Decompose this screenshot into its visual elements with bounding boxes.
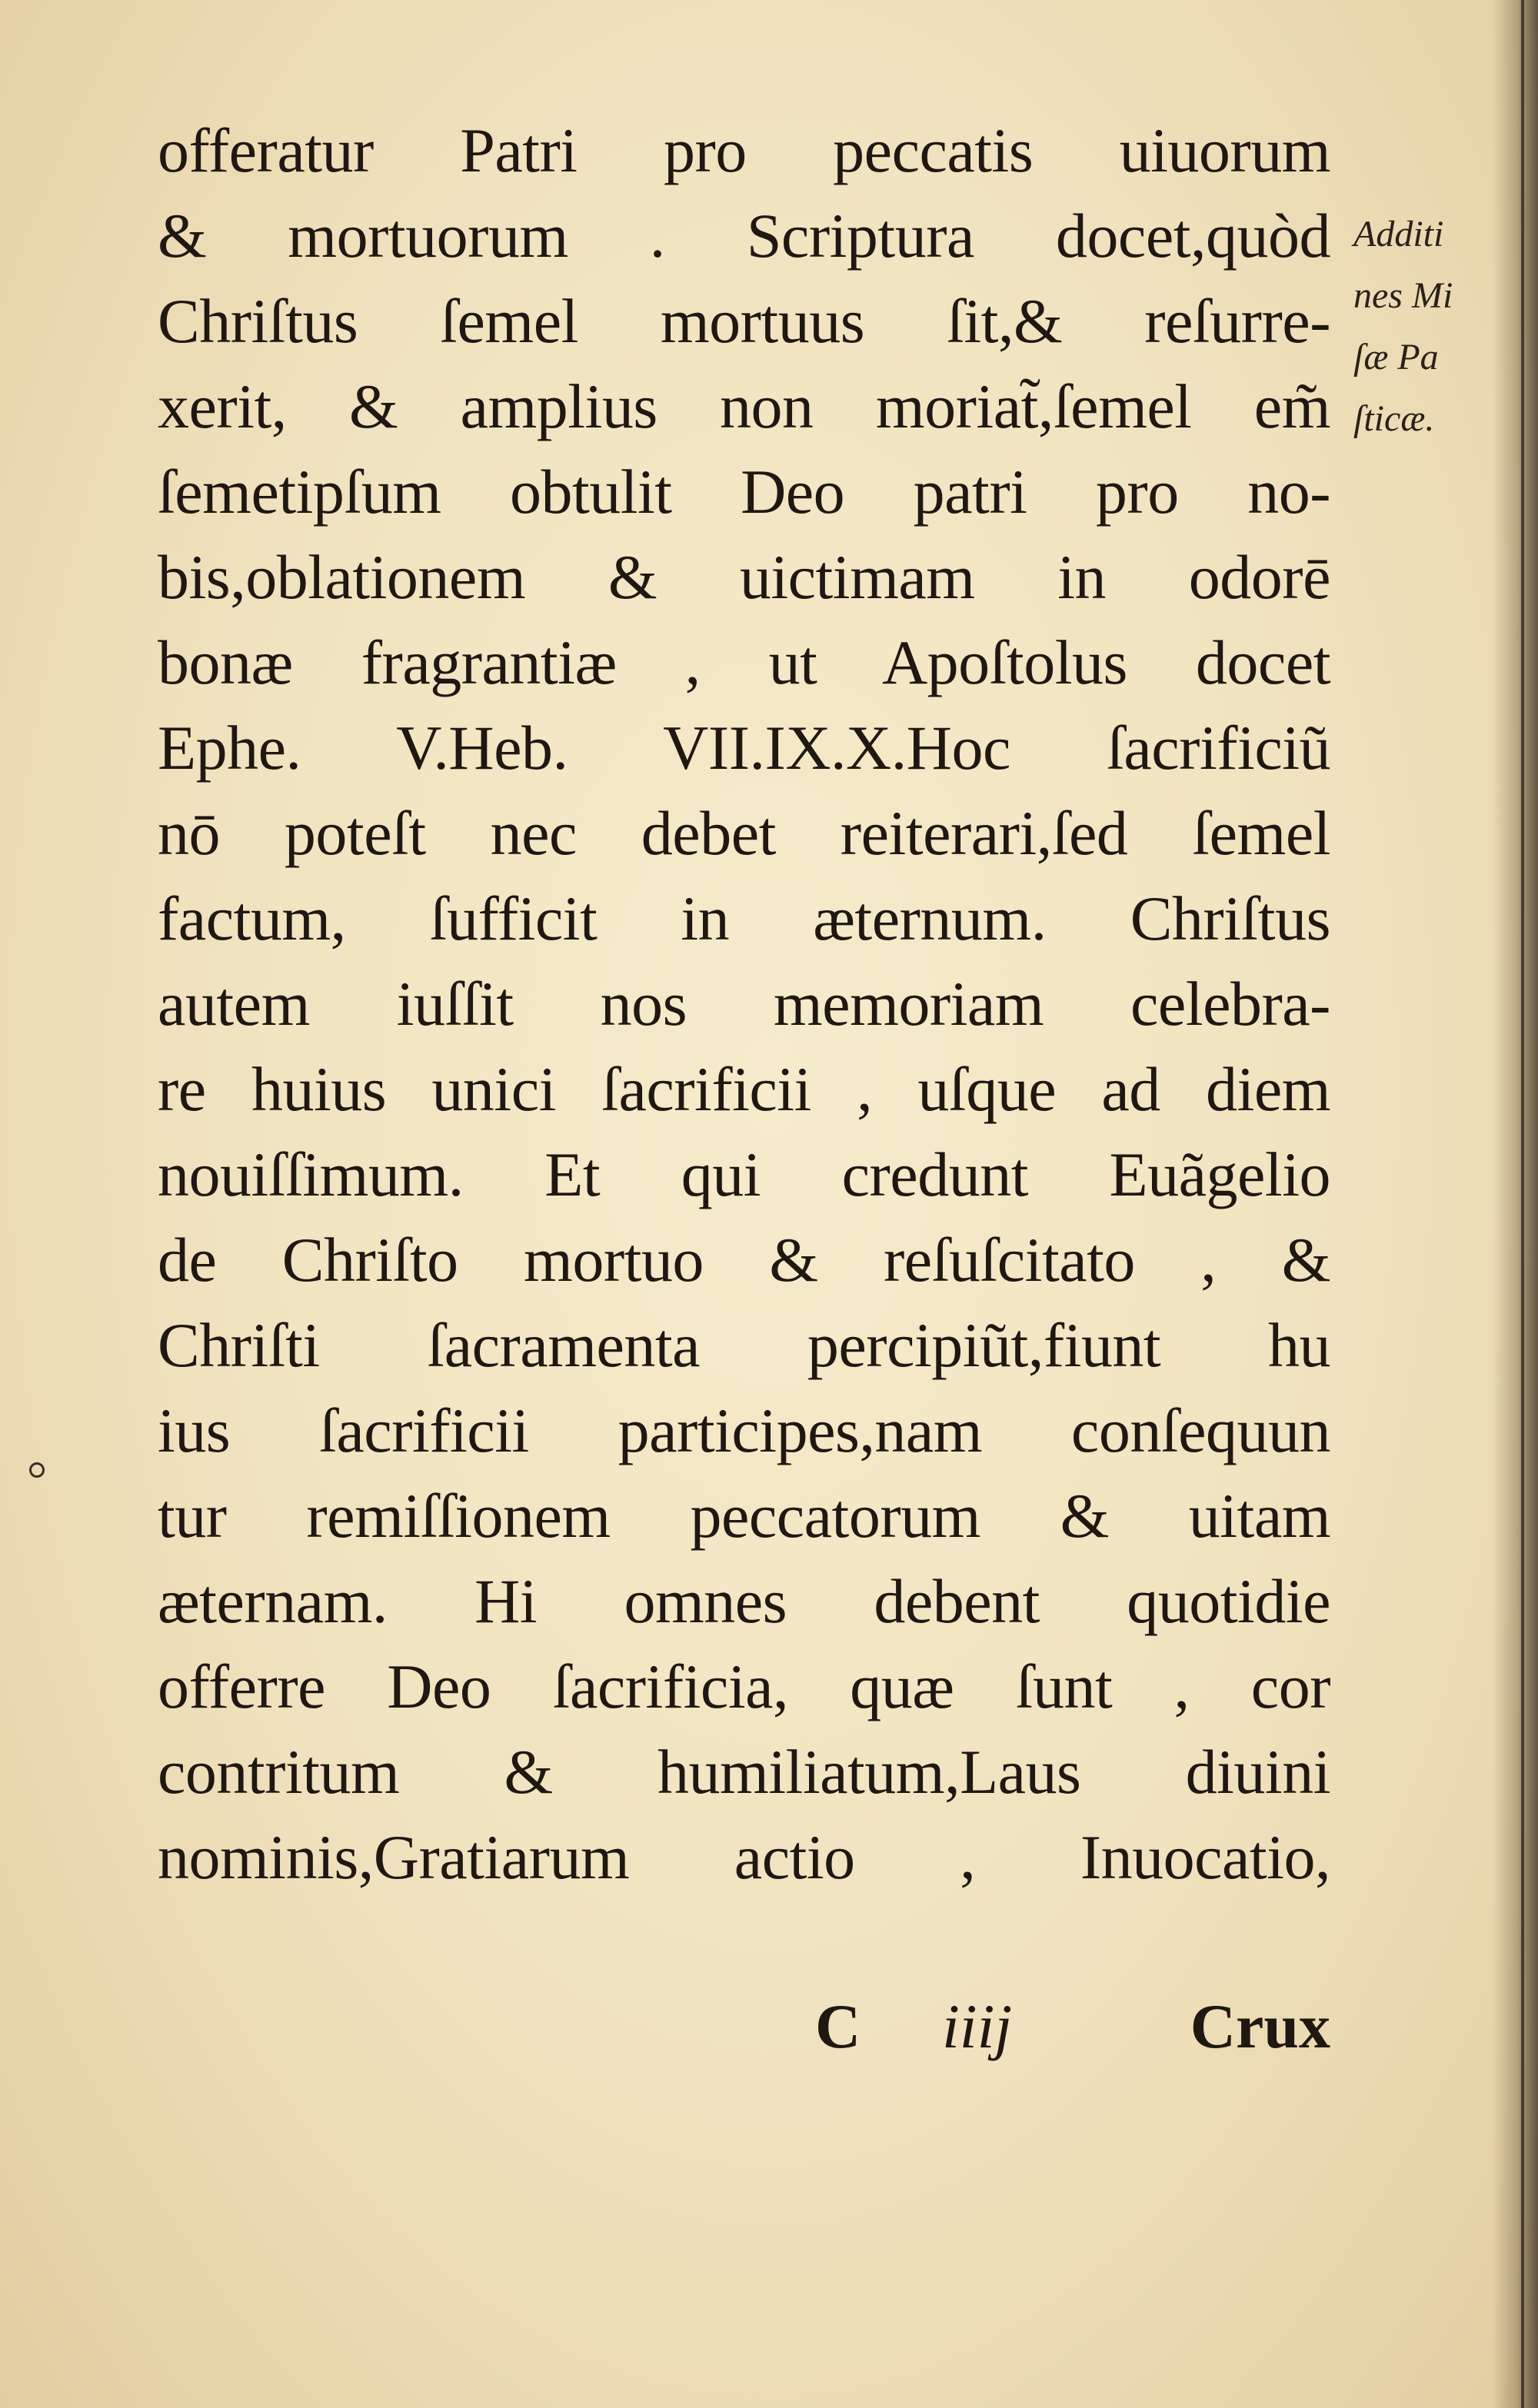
text-line: offeratur Patri pro peccatis uiuorum xyxy=(158,115,1330,185)
folio-number: iiij xyxy=(942,1991,1013,2061)
text-line: Chriſtus ſemel mortuus ſit,& reſurre- xyxy=(158,286,1330,356)
text-line: contritum & humiliatum,Laus diuini xyxy=(158,1737,1330,1807)
marginal-line: ſæ Pa xyxy=(1353,337,1439,377)
body-text xyxy=(158,108,1330,1900)
text-line: bis,oblationem & uictimam in odorē xyxy=(158,542,1330,612)
text-line: ius ſacrificii participes,nam conſequun xyxy=(158,1395,1330,1465)
marginal-line: Additi xyxy=(1353,214,1444,254)
text-line: nominis,Gratiarum actio , Inuocatio, xyxy=(158,1822,1330,1892)
signature-mark: C xyxy=(815,1991,861,2061)
text-line: ſemetipſum obtulit Deo patri pro no- xyxy=(158,457,1330,527)
text-line: Ephe. V.Heb. VII.IX.X.Hoc ſacrificiũ xyxy=(158,713,1330,783)
text-line: & mortuorum . Scriptura docet,quòd xyxy=(158,201,1330,271)
text-line: bonæ fragrantiæ , ut Apoſtolus docet xyxy=(158,627,1330,697)
catchword: Crux xyxy=(1190,1991,1330,2061)
text-line: nouiſſimum. Et qui credunt Euãgelio xyxy=(158,1139,1330,1209)
text-line: offerre Deo ſacrificia, quæ ſunt , cor xyxy=(158,1651,1330,1721)
text-line: nō poteſt nec debet reiterari,ſed ſemel xyxy=(158,798,1330,868)
text-line: factum, ſufficit in æternum. Chriſtus xyxy=(158,883,1330,953)
text-line: tur remiſſionem peccatorum & uitam xyxy=(158,1481,1330,1551)
marginal-note xyxy=(1353,204,1523,450)
text-line: autem iuſſit nos memoriam celebra- xyxy=(158,969,1330,1039)
text-line: re huius unici ſacrificii , uſque ad diem xyxy=(158,1054,1330,1124)
text-line: Chriſti ſacramenta percipiũt,fiunt hu xyxy=(158,1310,1330,1380)
page-footer xyxy=(158,1984,1330,2069)
marginal-line: nes Mi xyxy=(1353,275,1453,316)
marginal-line: ſticæ. xyxy=(1353,398,1435,439)
margin-ring-mark xyxy=(29,1462,45,1478)
text-line: æternam. Hi omnes debent quotidie xyxy=(158,1566,1330,1636)
text-line: xerit, & amplius non moriat̃,ſemel em̃ xyxy=(158,371,1330,441)
text-line: de Chriſto mortuo & reſuſcitato , & xyxy=(158,1225,1330,1295)
